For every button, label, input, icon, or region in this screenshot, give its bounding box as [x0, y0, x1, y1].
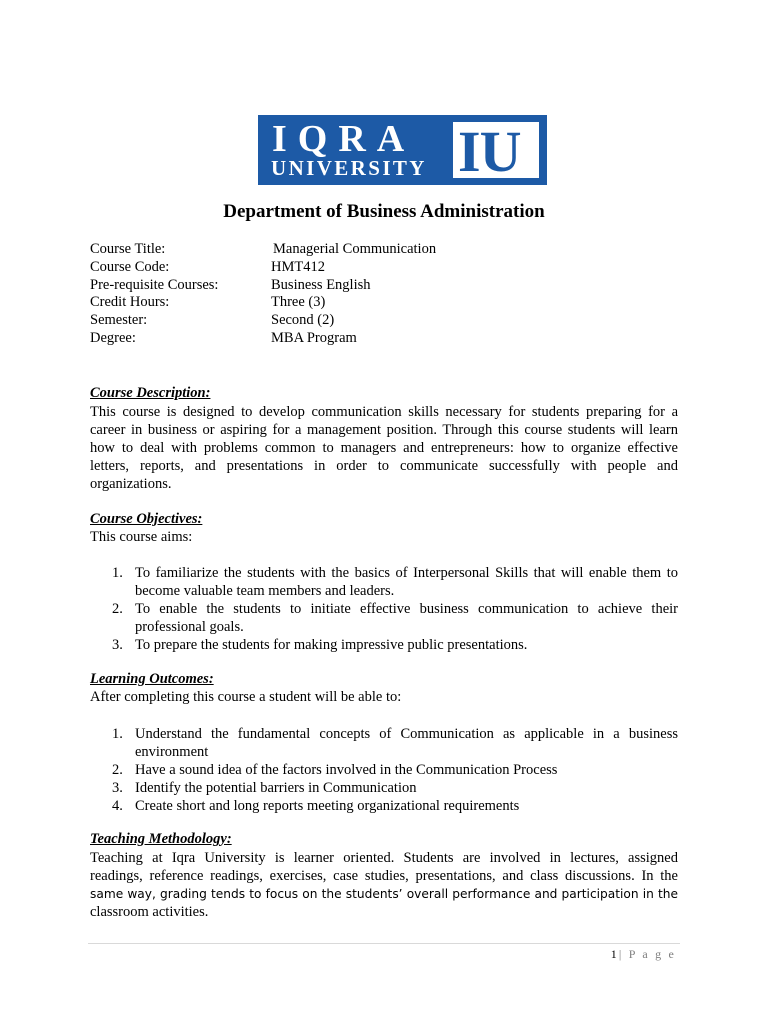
list-line: Identify the potential barriers in Communication: [135, 780, 417, 796]
list-line: become valuable team members and leaders.: [135, 583, 395, 599]
paragraph-line: readings, reference readings, exercises, case studies, presentations, and class discussions. In the: [90, 868, 678, 884]
list-item: [90, 725, 678, 761]
list-item: [90, 779, 678, 797]
page-number: [611, 947, 676, 962]
outcomes-intro: [90, 688, 678, 706]
list-text: [135, 636, 678, 654]
list-item: [90, 600, 678, 636]
objectives-list: [90, 564, 678, 654]
list-line: Create short and long reports meeting organizational requirements: [135, 798, 520, 814]
info-value: MBA Program: [271, 329, 357, 346]
section-title-objectives: Course Objectives:: [90, 511, 203, 527]
logo-mark: [453, 119, 539, 184]
paragraph-line: This course is designed to develop communication skills necessary for students preparing for a: [90, 404, 678, 420]
logo-text-university: UNIVERSITY: [271, 156, 427, 180]
list-line: To prepare the students for making impressive public presentations.: [135, 637, 528, 653]
methodology-paragraph: [90, 849, 678, 921]
university-logo: [258, 115, 547, 185]
list-text: [135, 725, 678, 761]
list-line: To familiarize the students with the basics of Interpersonal Skills that will enable them to: [135, 565, 678, 581]
list-text: [135, 797, 678, 815]
list-line: environment: [135, 744, 209, 760]
paragraph-line: same way, grading tends to focus on the students’ overall performance and participation in the: [90, 887, 678, 901]
info-key: Course Title:: [90, 241, 166, 257]
list-text: [135, 600, 678, 636]
list-line: To enable the students to initiate effective business communication to achieve their: [135, 601, 678, 617]
list-number: 3.: [112, 637, 123, 653]
list-number: 1.: [112, 565, 123, 581]
paragraph-line: career in business or aspiring for a management position. Through this course students will learn: [90, 422, 678, 438]
logo-mark-text: IU: [458, 119, 521, 184]
list-text: [135, 564, 678, 600]
description-paragraph: [90, 403, 678, 493]
paragraph-line: Teaching at Iqra University is learner oriented. Students are involved in lectures, assigned: [90, 850, 678, 866]
info-value: Business English: [271, 276, 371, 293]
info-value: Managerial Communication: [273, 241, 437, 257]
info-key: Credit Hours:: [90, 294, 170, 311]
list-number: 4.: [112, 798, 123, 814]
list-item: [90, 636, 678, 654]
section-title-outcomes: Learning Outcomes:: [90, 671, 214, 687]
list-item: [90, 761, 678, 779]
list-number: 2.: [112, 601, 123, 617]
paragraph-line: how to deal with problems common to managers and entrepreneurs: how to organize effective: [90, 440, 678, 456]
info-key: Degree:: [90, 329, 136, 346]
section-title-description: Course Description:: [90, 385, 211, 401]
page-number-value: 1: [610, 947, 619, 961]
list-number: 1.: [112, 726, 123, 742]
outcomes-list: [90, 725, 678, 815]
list-item: [90, 797, 678, 815]
page-number-label: | P a g e: [618, 947, 676, 961]
list-text: [135, 761, 678, 779]
objectives-intro: [90, 528, 678, 546]
section-title-methodology: Teaching Methodology:: [90, 831, 232, 847]
info-key: Semester:: [90, 312, 148, 329]
list-line: Understand the fundamental concepts of Communication as applicable in a business: [135, 726, 678, 742]
list-item: [90, 564, 678, 600]
list-line: Have a sound idea of the factors involved in the Communication Process: [135, 762, 558, 778]
info-key: Pre-requisite Courses:: [90, 276, 219, 293]
paragraph-line: letters, reports, and presentations in order to communicate successfully with people and: [90, 458, 678, 474]
paragraph-line: This course aims:: [90, 529, 193, 545]
list-line: professional goals.: [135, 619, 244, 635]
logo-text-iqra: IQRA: [272, 118, 416, 160]
paragraph-line: classroom activities.: [90, 904, 209, 920]
list-number: 3.: [112, 780, 123, 796]
info-value: Three (3): [271, 294, 326, 311]
list-text: [135, 779, 678, 797]
paragraph-line: organizations.: [90, 476, 172, 492]
info-value: Second (2): [271, 312, 335, 329]
list-number: 2.: [112, 762, 123, 778]
info-key: Course Code:: [90, 258, 170, 275]
info-value: HMT412: [271, 258, 325, 275]
footer-divider: [88, 943, 680, 944]
department-heading: Department of Business Administration: [223, 201, 545, 222]
paragraph-line: After completing this course a student will be able to:: [90, 689, 402, 705]
